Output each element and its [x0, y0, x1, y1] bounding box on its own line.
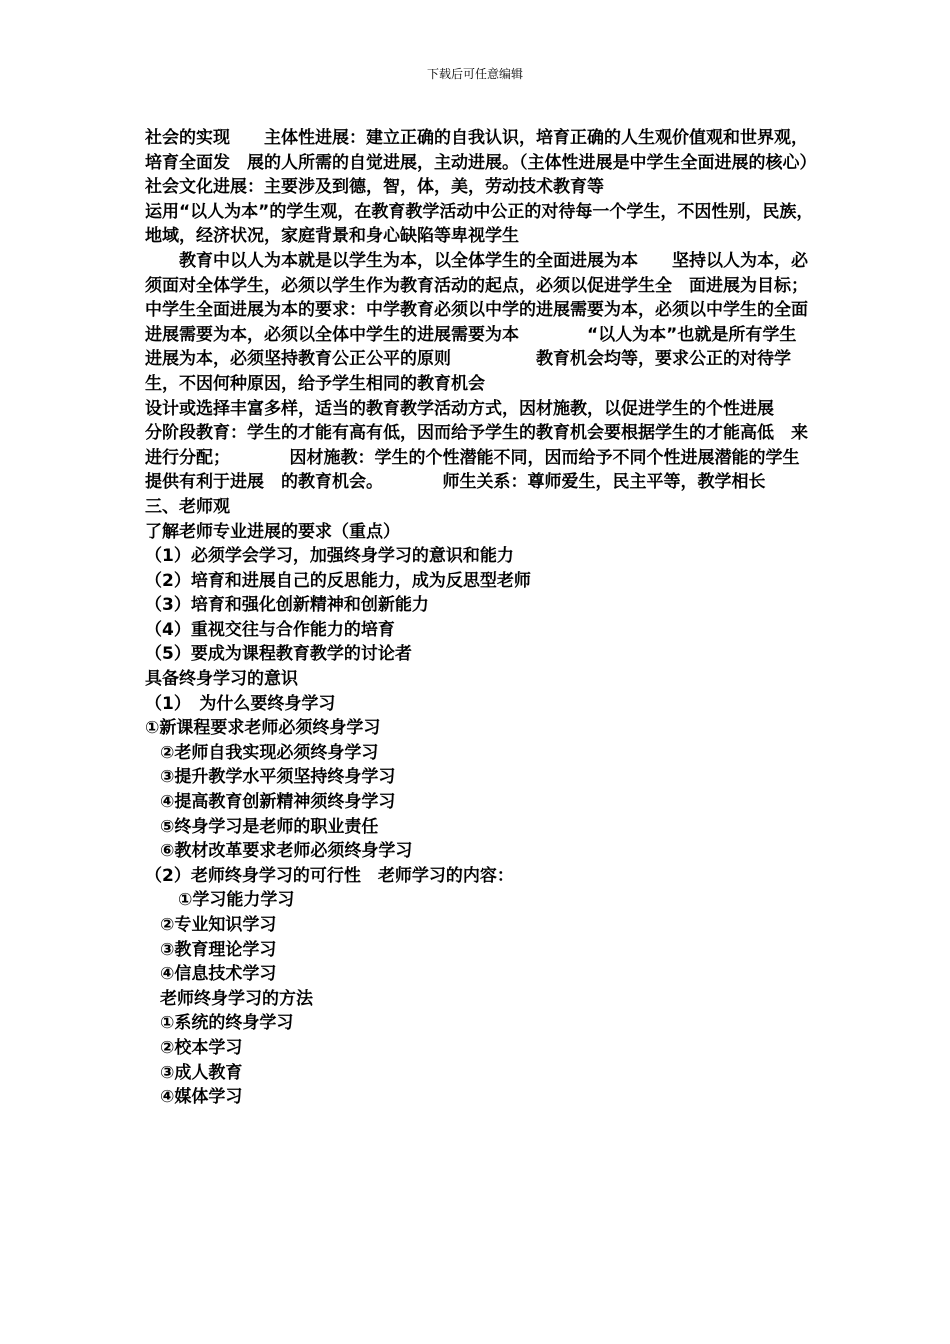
- list-item: （3）培育和强化创新精神和创新能力: [145, 595, 429, 616]
- list-item: （1）必须学会学习，加强终身学习的意识和能力: [145, 546, 514, 567]
- list-item: ⑥教材改革要求老师必须终身学习: [160, 841, 413, 862]
- list-item: ②老师自我实现必须终身学习: [160, 742, 379, 763]
- list-item: ①学习能力学习: [178, 890, 295, 911]
- list-item: ④提高教育创新精神须终身学习: [160, 792, 396, 813]
- paragraph-subjectivity: 社会的实现 主体性进展：建立正确的自我认识，培育正确的人生观价值观和世界观，培育全面发 展的人所需的自觉进展，主动进展。（主体性进展是中学生全面进展的核心） 社会文化进展：主要涉及到德，智，体，美，劳动技术教育等: [145, 128, 825, 198]
- paragraph-staged-education: 分阶段教育：学生的才能有高有低，因而给予学生的教育机会要根据学生的才能高低 来进行分配； 因材施教：学生的个性潜能不同，因而给予不同个性进展潜能的学生提供有利于进展 的教育机会。 师生关系：尊师爱生，民主平等，教学相长: [145, 423, 808, 493]
- paragraph-people-oriented: 教育中以人为本就是以学生为本，以全体学生的全面进展为本 坚持以人为本，必须面对全体学生，必须以学生作为教育活动的起点，必须以促进学生全 面进展为目标； 中学生全面进展为本的要求：中学教育必须以中学的进展需要为本，必须以中学生的全面 进展需要为本，必须以全体中学生的进展需要为本 “以人为本”也就是所有学生进展为本，必须坚持教育公正公平的原则 教育机会均等，要求公正的对待学生，不因何种原因，给予学生相同的教育机会: [145, 250, 868, 394]
- methods-title: 老师终身学习的方法: [160, 988, 313, 1009]
- list-item: ⑤终身学习是老师的职业责任: [160, 816, 379, 837]
- list-item: （5）要成为课程教育教学的讨论者: [145, 644, 412, 665]
- list-item: ①新课程要求老师必须终身学习: [145, 718, 381, 739]
- list-item: ③提升教学水平须坚持终身学习: [160, 767, 396, 788]
- list-item: （2）培育和进展自己的反思能力，成为反思型老师: [145, 570, 531, 591]
- list-item: ②专业知识学习: [160, 915, 277, 935]
- list-item: ②校本学习: [160, 1037, 243, 1058]
- list-item: ③成人教育: [160, 1062, 243, 1083]
- list-item: ④信息技术学习: [160, 964, 277, 985]
- document-body: [145, 126, 868, 1110]
- list-item: ①系统的终身学习: [160, 1013, 294, 1034]
- subheading-professional-development: 了解老师专业进展的要求（重点）: [145, 521, 400, 542]
- paragraph-student-view: 运用“以人为本”的学生观，在教育教学活动中公正的对待每一个学生，不因性别，民族， 地域，经济状况，家庭背景和身心缺陷等卑视学生: [145, 201, 839, 247]
- section-heading-teacher-view: 三、老师观: [145, 496, 230, 517]
- paragraph-activity-design: 设计或选择丰富多样，适当的教育教学活动方式，因材施教，以促进学生的个性进展: [145, 398, 774, 419]
- question-why-learn: （1） 为什么要终身学习: [145, 693, 336, 714]
- list-item: （4）重视交往与合作能力的培育: [145, 619, 395, 640]
- feasibility-line: （2）老师终身学习的可行性 老师学习的内容：: [145, 865, 514, 886]
- page-header: 下载后可任意编辑: [426, 67, 523, 81]
- list-item: ③教育理论学习: [160, 939, 277, 960]
- subheading-lifelong-learning: 具备终身学习的意识: [145, 669, 298, 690]
- list-item: ④媒体学习: [160, 1087, 243, 1108]
